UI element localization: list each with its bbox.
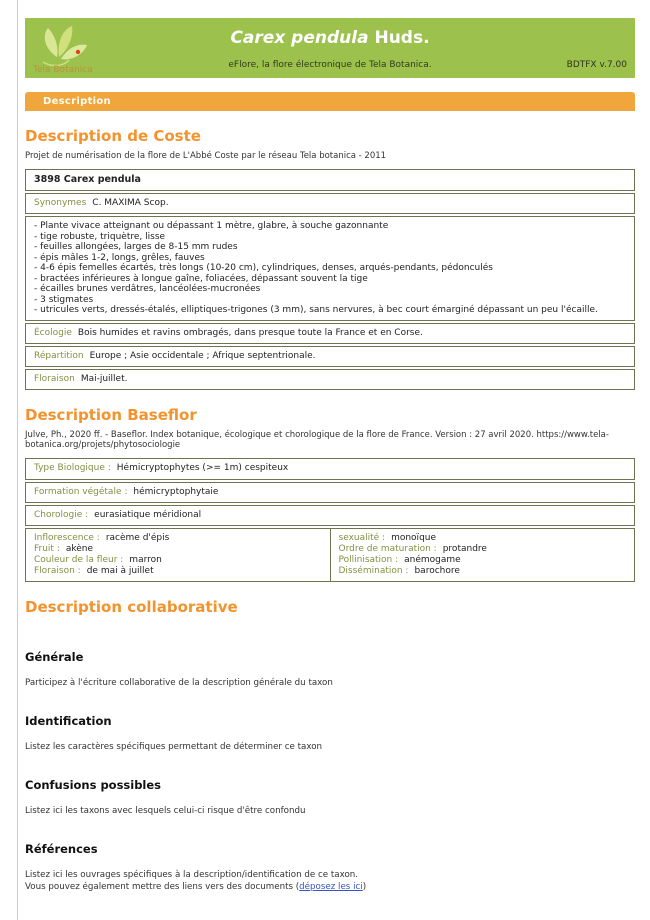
tab-description[interactable]: Description xyxy=(43,96,111,107)
row-label: Chorologie : xyxy=(34,509,89,520)
row-value: Mai-juillet. xyxy=(80,374,128,385)
taxon-name: Carex pendula xyxy=(230,28,369,48)
detail-row xyxy=(339,555,627,566)
table-row xyxy=(25,346,635,367)
description-line: - utricules verts, dressés-étalés, elliptiques-trigones (3 mm), sans nervures, à bec court émarginé dépassant un peu l'écaille. xyxy=(34,305,598,316)
section-baseflor xyxy=(25,406,635,582)
detail-row xyxy=(34,533,322,544)
deposit-documents-link[interactable]: déposez les ici xyxy=(299,882,363,893)
synonyms-value: C. MAXIMA Scop. xyxy=(92,197,169,208)
banner-subtitle: eFlore, la flore électronique de Tela Botanica. xyxy=(228,60,432,70)
detail-label: Couleur de la fleur : xyxy=(34,555,124,566)
references-text-1: Listez ici les ouvrages spécifiques à la description/identification de ce taxon. xyxy=(25,870,359,881)
row-value: Europe ; Asie occidentale ; Afrique septentrionale. xyxy=(89,350,316,361)
detail-value: akène xyxy=(65,544,94,555)
confusions-text: Listez ici les taxons avec lesquels celui-ci risque d'être confondu xyxy=(25,806,306,817)
baseflor-citation: Julve, Ph., 2020 ff. - Baseflor. Index botanique, écologique et chorologique de la flore de France. Version : 27 avril 2020. https://www.tela-botanica.org/projets/phytosociologie xyxy=(25,430,609,451)
page-title xyxy=(25,28,635,48)
description-line: - 3 stigmates xyxy=(34,294,94,305)
header-banner xyxy=(25,18,635,78)
generale-text: Participez à l'écriture collaborative de la description générale du taxon xyxy=(25,678,333,689)
row-label: Type Biologique : xyxy=(34,463,111,474)
detail-label: Ordre de maturation : xyxy=(338,544,437,555)
references-text-2-prefix: Vous pouvez également mettre des liens vers des documents ( xyxy=(25,882,300,893)
taxon-number-name: 3898 Carex pendula xyxy=(34,174,141,185)
baseflor-details-right xyxy=(331,529,635,581)
generale-heading: Générale xyxy=(25,650,84,665)
coste-description-list xyxy=(25,216,635,321)
description-line: - feuilles allongées, larges de 8-15 mm rudes xyxy=(34,242,238,253)
synonyms-label: Synonymes xyxy=(34,197,87,208)
detail-label: Inflorescence : xyxy=(34,533,100,544)
bdtfx-version-badge: BDTFX v.7.00 xyxy=(566,60,627,70)
detail-row xyxy=(339,566,627,577)
table-row xyxy=(25,482,635,503)
detail-value: de mai à juillet xyxy=(86,566,154,577)
section-collaborative xyxy=(25,598,635,892)
references-heading: Références xyxy=(25,842,98,857)
page-left-border xyxy=(17,0,18,920)
section-coste xyxy=(25,127,635,390)
baseflor-attribute-rows xyxy=(25,458,635,526)
detail-label: Fruit : xyxy=(34,544,60,555)
baseflor-details-left xyxy=(26,529,331,581)
coste-heading: Description de Coste xyxy=(25,127,201,145)
row-value: Bois humides et ravins ombragés, dans presque toute la France et en Corse. xyxy=(77,327,423,338)
synonyms-row xyxy=(25,193,635,214)
logo-dot-icon xyxy=(76,50,80,54)
row-value: eurasiatique méridional xyxy=(94,509,202,520)
detail-value: anémogame xyxy=(404,555,461,566)
row-label: Écologie xyxy=(34,327,72,338)
description-line: - Plante vivace atteignant ou dépassant 1 mètre, glabre, à souche gazonnante xyxy=(34,221,389,232)
table-row xyxy=(25,458,635,479)
collaborative-heading: Description collaborative xyxy=(25,598,238,617)
row-label: Floraison xyxy=(34,374,75,385)
identification-heading: Identification xyxy=(25,714,112,729)
detail-value: monoïque xyxy=(391,533,437,544)
row-value: hémicryptophytaie xyxy=(133,486,219,497)
row-value: Hémicryptophytes (>= 1m) cespiteux xyxy=(116,463,289,474)
coste-intro: Projet de numérisation de la flore de L'Abbé Coste par le réseau Tela botanica - 2011 xyxy=(25,151,387,161)
table-row xyxy=(25,323,635,344)
references-text-2 xyxy=(25,882,635,892)
description-line: - 4-6 épis femelles écartés, très longs (10-20 cm), cylindriques, denses, arqués-pendants, pédonculés xyxy=(34,263,493,274)
detail-value: marron xyxy=(129,555,162,566)
confusions-heading: Confusions possibles xyxy=(25,778,162,793)
detail-value: racème d'épis xyxy=(105,533,170,544)
baseflor-details-row xyxy=(25,528,635,582)
baseflor-heading: Description Baseflor xyxy=(25,406,197,425)
taxon-header-row xyxy=(25,169,635,191)
detail-label: Dissémination : xyxy=(338,566,409,577)
row-label: Répartition xyxy=(34,350,84,361)
detail-row xyxy=(339,544,627,555)
detail-value: barochore xyxy=(414,566,460,577)
detail-row xyxy=(34,555,322,566)
detail-label: sexualité : xyxy=(338,533,386,544)
tab-bar xyxy=(25,92,635,111)
description-line: - bractées inférieures à longue gaîne, foliacées, dépassant souvent la tige xyxy=(34,273,368,284)
detail-row xyxy=(34,544,322,555)
description-line: - tige robuste, triquètre, lisse xyxy=(34,231,166,242)
references-text-2-suffix: ) xyxy=(362,882,367,893)
identification-text: Listez les caractères spécifiques permettant de déterminer ce taxon xyxy=(25,742,323,753)
table-row xyxy=(25,505,635,526)
detail-value: protandre xyxy=(442,544,487,555)
detail-row xyxy=(34,566,322,577)
logo-text: Tela Botanica xyxy=(33,65,93,74)
description-line: - écailles brunes verdâtres, lancéolées-mucronées xyxy=(34,284,261,295)
taxon-author: Huds. xyxy=(368,28,430,48)
detail-label: Floraison : xyxy=(34,566,81,577)
description-line: - épis mâles 1-2, longs, grêles, fauves xyxy=(34,252,205,263)
table-row xyxy=(25,369,635,390)
detail-label: Pollinisation : xyxy=(338,555,399,566)
detail-row xyxy=(339,533,627,544)
coste-attribute-rows xyxy=(25,323,635,391)
row-label: Formation végétale : xyxy=(34,486,128,497)
